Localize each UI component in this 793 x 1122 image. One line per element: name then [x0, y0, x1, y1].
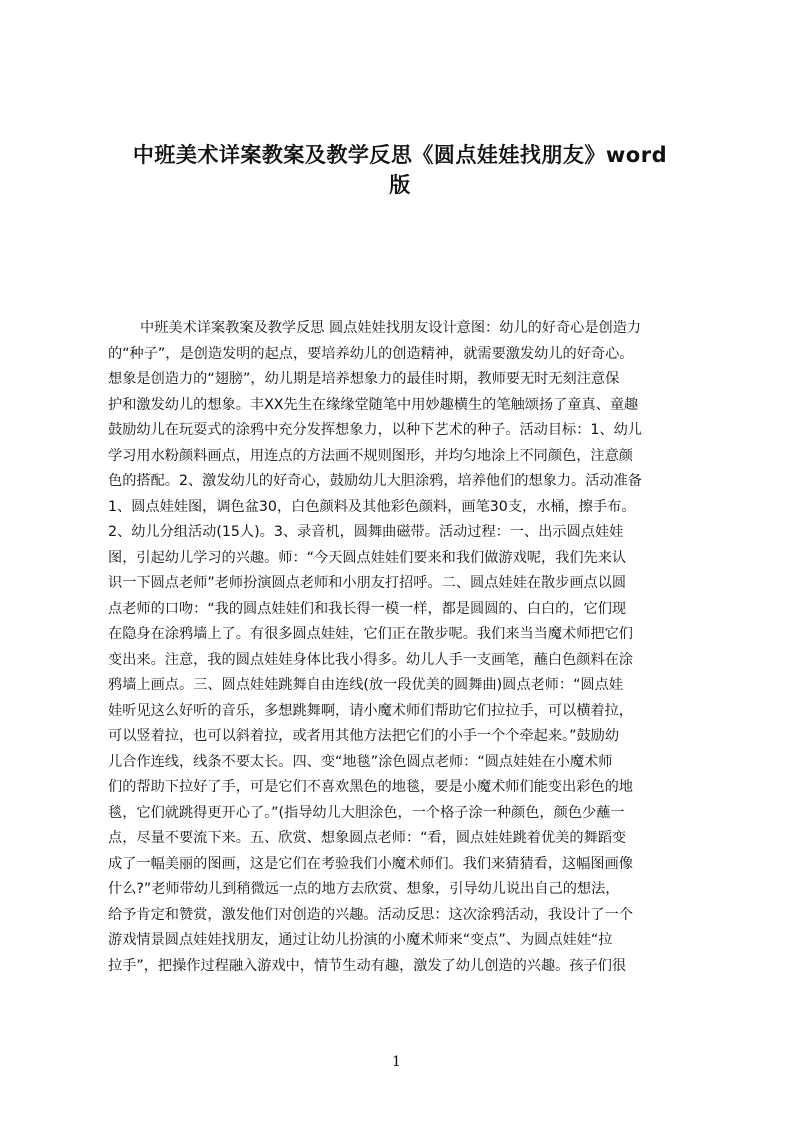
body-paragraph-line: 识一下圆点老师”老师扮演圆点老师和小朋友打招呼。二、圆点娃娃在散步画点以圆	[108, 575, 627, 591]
body-paragraph-line: 1、圆点娃娃图，调色盆30，白色颜料及其他彩色颜料，画笔30支，水桶，擦手布。	[108, 498, 636, 515]
body-paragraph-line: 什么?”老师带幼儿到稍微远一点的地方去欣赏、想象，引导幼儿说出自己的想法，	[108, 881, 620, 897]
body-paragraph-line: 点老师的口吻：“我的圆点娃娃们和我长得一模一样，都是圆圆的、白白的，它们现	[108, 600, 627, 617]
body-paragraph-line: 色的搭配。2、激发幼儿的好奇心，鼓励幼儿大胆涂鸦，培养他们的想象力。活动准备	[108, 473, 642, 489]
body-paragraph-line: 图，引起幼儿学习的兴趣。师：“今天圆点娃娃们要来和我们做游戏呢，我们先来认	[108, 549, 627, 566]
body-paragraph-line: 想象是创造力的“翅膀”，幼儿期是培养想象力的最佳时期，教师要无时无刻注意保	[108, 371, 620, 387]
document-body	[108, 316, 698, 979]
body-paragraph-line: 鼓励幼儿在玩耍式的涂鸦中充分发挥想象力，以种下艺术的种子。活动目标：1、幼儿	[108, 422, 642, 438]
document-title	[100, 140, 700, 200]
body-paragraph-line: 可以竖着拉，也可以斜着拉，或者用其他方法把它们的小手一个个牵起来。”鼓励幼	[108, 728, 620, 744]
title-line-1: 中班美术详案教案及教学反思《圆点娃娃找朋友》word	[132, 143, 668, 167]
body-paragraph-line: 护和激发幼儿的想象。丰XX先生在缘缘堂随笔中用妙趣横生的笔触颂扬了童真、童趣	[108, 396, 639, 413]
body-paragraph-line: 点，尽量不要流下来。五、欣赏、想象圆点老师：“看，圆点娃娃跳着优美的舞蹈变	[108, 830, 627, 846]
body-paragraph-line: 中班美术详案教案及教学反思 圆点娃娃找朋友设计意图：幼儿的好奇心是创造力	[140, 320, 642, 336]
body-paragraph-line: 拉手”，把操作过程融入游戏中，情节生动有趣，激发了幼儿创造的兴趣。孩子们很	[108, 957, 627, 974]
body-paragraph-line: 2、幼儿分组活动(15人)。3、录音机，圆舞曲磁带。活动过程：一、出示圆点娃娃	[108, 524, 624, 540]
body-paragraph-line: 儿合作连线，线条不要太长。四、变“地毯”涂色圆点老师：“圆点娃娃在小魔术师	[108, 753, 613, 770]
body-paragraph-line: 学习用水粉颜料画点，用连点的方法画不规则图形，并均匀地涂上不同颜色，注意颜	[108, 447, 633, 464]
body-paragraph-line: 们的帮助下拉好了手，可是它们不喜欢黑色的地毯，要是小魔术师们能变出彩色的地	[108, 779, 633, 795]
title-line-2: 版	[389, 173, 411, 197]
body-paragraph-line: 在隐身在涂鸦墙上了。有很多圆点娃娃，它们正在散步呢。我们来当当魔术师把它们	[108, 626, 633, 642]
body-paragraph-line: 的“种子”，是创造发明的起点，要培养幼儿的创造精神，就需要激发幼儿的好奇心。	[108, 345, 634, 362]
page-number: 1	[392, 1054, 401, 1070]
body-paragraph-line: 游戏情景圆点娃娃找朋友，通过让幼儿扮演的小魔术师来“变点”、为圆点娃娃“拉	[108, 932, 613, 948]
body-paragraph-line: 给予肯定和赞赏，激发他们对创造的兴趣。活动反思：这次涂鸦活动，我设计了一个	[108, 906, 633, 923]
body-paragraph-line: 成了一幅美丽的图画，这是它们在考验我们小魔术师们。我们来猜猜看，这幅图画像	[108, 855, 633, 872]
body-paragraph-line: 毯，它们就跳得更开心了。”(指导幼儿大胆涂色，一个格子涂一种颜色，颜色少蘸一	[108, 804, 625, 821]
body-paragraph-line: 娃听见这么好听的音乐，多想跳舞啊，请小魔术师们帮助它们拉拉手，可以横着拉，	[108, 702, 633, 719]
body-paragraph-line: 变出来。注意，我的圆点娃娃身体比我小得多。幼儿人手一支画笔，蘸白色颜料在涂	[108, 651, 633, 668]
body-paragraph-line: 鸦墙上画点。三、圆点娃娃跳舞自由连线(放一段优美的圆舞曲)圆点老师：“圆点娃	[108, 677, 623, 693]
